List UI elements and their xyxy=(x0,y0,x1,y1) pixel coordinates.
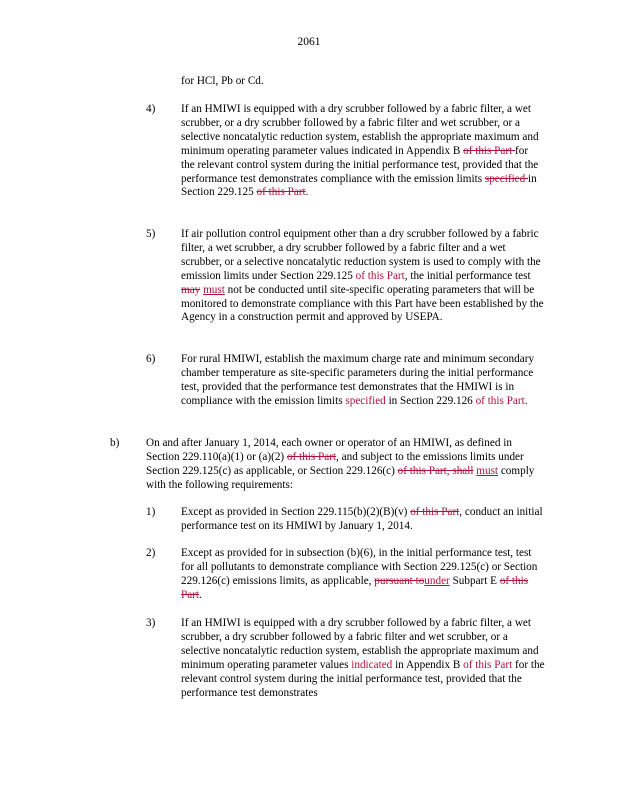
deletion: of this Part xyxy=(181,574,529,601)
deletion: specified xyxy=(484,172,529,185)
deletion: of this Part xyxy=(286,450,337,463)
deletion: pursuant to xyxy=(374,574,425,587)
item-b3-text: If an HMIWI is equipped with a dry scrubber followed by a fabric filter, a wet scrubber, a dry scrubber followed by a fabric filter and wet scrubber, or a selective noncatalytic reduction system, establish the appropriate maximum and minimum operating parameter values indicated in Appendix B of this Part for the relevant control system during the initial performance test, provided that the performance test demonstrates xyxy=(181,617,545,699)
item-b2-text: Except as provided for in subsection (b)(6), in the initial performance test, test for all pollutants to demonstrate compliance with Section 229.125(c) or Section 229.126(c) emissions limits, as applicable, pursuant tounder Subpart E of this Part. xyxy=(181,547,538,601)
deletion: of this Part, shall xyxy=(397,464,474,477)
insertion: specified xyxy=(345,394,386,407)
insertion: under xyxy=(424,574,450,587)
item-b-text: On and after January 1, 2014, each owner or operator of an HMIWI, as defined in Section 229.110(a)(1) or (a)(2) of this Part, and subject to the emissions limits under Section 229.125(c) as applicable, or Section 229.126(c) of this Part, shall must comply with the following requirements: xyxy=(146,437,535,491)
insertion: indicated xyxy=(351,658,393,671)
item-b1-number: 1) xyxy=(146,506,156,518)
insertion: must xyxy=(476,464,499,477)
page-number: 2061 xyxy=(297,36,321,48)
item-a6-number: 6) xyxy=(146,353,156,365)
deletion: of this Part xyxy=(463,144,516,157)
insertion: of this Part xyxy=(475,394,525,407)
deletion: may xyxy=(181,283,201,296)
continuation-text: for HCl, Pb or Cd. xyxy=(181,75,264,87)
insertion: of this Part xyxy=(463,658,513,671)
item-b-letter: b) xyxy=(110,437,120,449)
item-b2-number: 2) xyxy=(146,547,156,559)
item-a6-text: For rural HMIWI, establish the maximum charge rate and minimum secondary chamber temperature as site-specific parameters during the initial performance test, provided that the performance test demonstrates that the HMIWI is in compliance with the emission limits specified in Section 229.126 of this Part. xyxy=(181,353,535,407)
item-a4-number: 4) xyxy=(146,103,156,115)
deletion: of this Part xyxy=(410,506,460,518)
item-a5-text: If air pollution control equipment other than a dry scrubber followed by a fabric filter, a wet scrubber, a dry scrubber followed by a fabric filter and a wet scrubber, or a selective noncatalytic reduction system is used to comply with the emission limits under Section 229.125 of this Part, the initial performance test may must not be conducted until site-specific operating parameters that will be monitored to demonstrate compliance with this Part have been established by the Agency in a construction permit and approved by USEPA. xyxy=(181,228,544,324)
item-a4-text: If an HMIWI is equipped with a dry scrubber followed by a fabric filter, a wet scrubber, or a dry scrubber followed by a fabric filter and wet scrubber, or a selective noncatalytic reduction system, establish the appropriate maximum and minimum operating parameter values indicated in Appendix B of this Part for the relevant control system during the initial performance test, provided that the performance test demonstrates compliance with the emission limits specified in Section 229.125 of this Part. xyxy=(181,103,539,199)
item-a5-number: 5) xyxy=(146,228,156,240)
item-b3-number: 3) xyxy=(146,617,156,629)
insertion: must xyxy=(203,283,225,296)
deletion: of this Part xyxy=(256,186,306,199)
insertion: of this Part xyxy=(355,269,405,282)
item-b1-text: Except as provided in Section 229.115(b)(2)(B)(v) of this Part, conduct an initial performance test on its HMIWI by January 1, 2014. xyxy=(181,506,543,532)
